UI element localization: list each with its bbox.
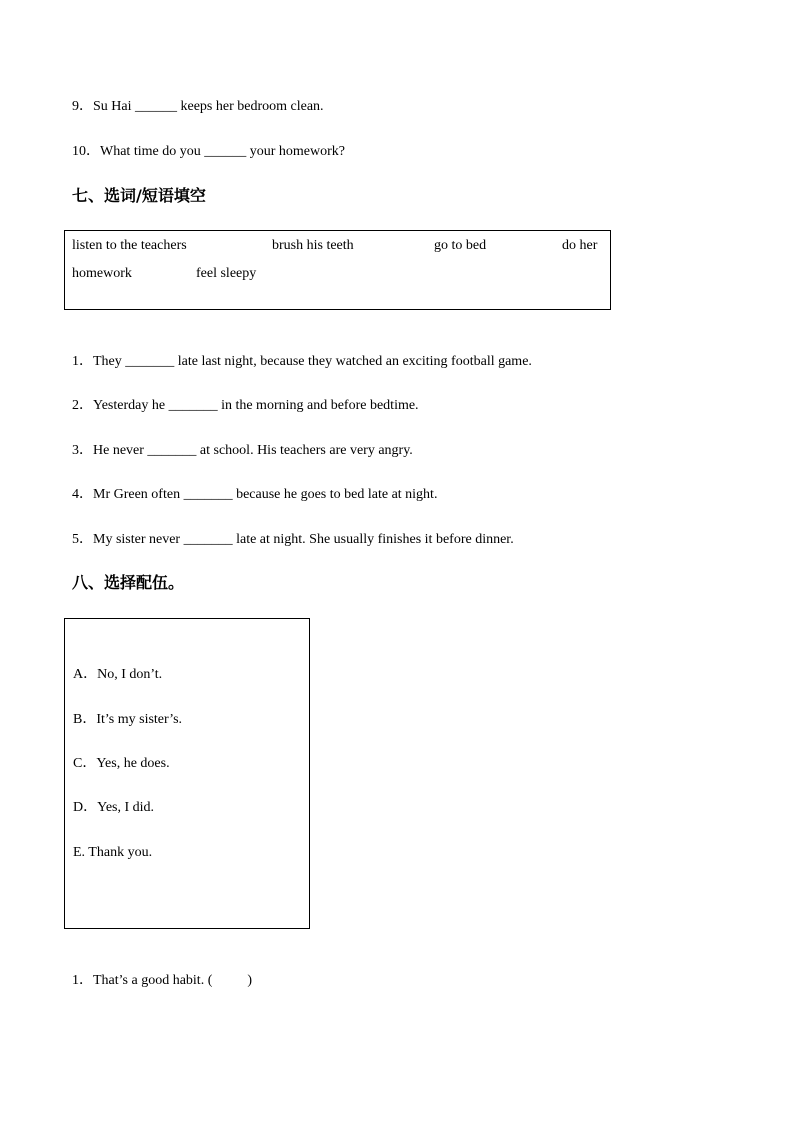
section7-question-2: 2．Yesterday he _______ in the morning and before bedtime. xyxy=(72,398,419,413)
option-d: D．Yes, I did. xyxy=(73,800,155,815)
section8-heading: 八、选择配伍。 xyxy=(72,573,185,592)
word-bank-item-homework: homework xyxy=(72,266,132,281)
word-bank-item-go-to-bed: go to bed xyxy=(434,238,487,253)
options-box xyxy=(64,618,310,929)
word-bank-item-do-her: do her xyxy=(562,238,598,253)
question-9: 9．Su Hai ______ keeps her bedroom clean. xyxy=(72,99,324,114)
word-bank-item-listen: listen to the teachers xyxy=(72,238,187,253)
section8-question-1: 1．That’s a good habit. ( ) xyxy=(72,973,253,988)
option-e: E. Thank you. xyxy=(73,845,153,860)
section7-heading: 七、选词/短语填空 xyxy=(72,186,206,205)
section7-question-3: 3．He never _______ at school. His teachers are very angry. xyxy=(72,443,413,458)
word-bank-item-brush: brush his teeth xyxy=(272,238,354,253)
word-bank-item-feel-sleepy: feel sleepy xyxy=(196,266,257,281)
word-bank-box xyxy=(64,230,611,310)
option-b: B．It’s my sister’s. xyxy=(73,712,183,727)
section7-question-5: 5．My sister never _______ late at night. She usually finishes it before dinner. xyxy=(72,532,514,547)
section7-question-4: 4．Mr Green often _______ because he goes to bed late at night. xyxy=(72,487,438,502)
option-c: C．Yes, he does. xyxy=(73,756,170,771)
option-a: A．No, I don’t. xyxy=(73,667,163,682)
section7-question-1: 1．They _______ late last night, because they watched an exciting football game. xyxy=(72,354,532,369)
question-10: 10．What time do you ______ your homework? xyxy=(72,144,345,159)
